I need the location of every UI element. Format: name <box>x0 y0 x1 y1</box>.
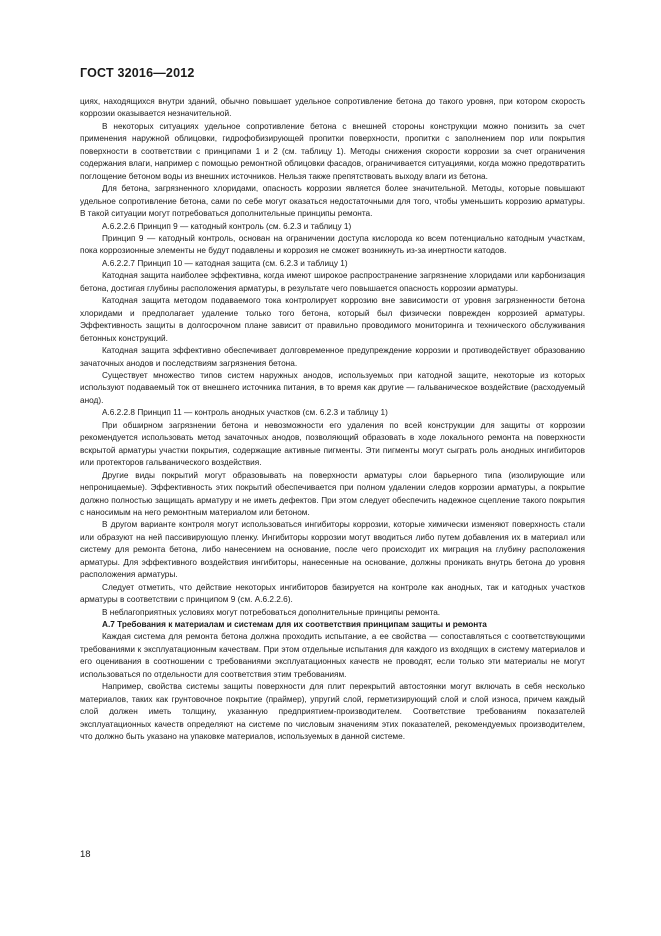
paragraph: Катодная защита методом подаваемого тока контролирует коррозию вне зависимости от уровня загрязненности бетона хлоридами и предполагает удаление только того бетона, который был физически поврежден коррозией арматуры. Эффективность защиты в долгосрочном плане зависит от правильно проводимого мониторинга и технического обслуживания бетонных конструкций. <box>80 296 585 343</box>
paragraph: Катодная защита эффективно обеспечивает долговременное предупреждение коррозии и противодействует образованию зачаточных анодов и последствиям загрязнения бетона. <box>80 346 585 368</box>
section-heading: А.7 Требования к материалам и системам для их соответствия принципам защиты и ремонта <box>102 620 487 630</box>
paragraph-continuation: циях, находящихся внутри зданий, обычно повышает удельное сопротивление бетона до такого уровня, при котором скорость коррозии оказывается незначительной. <box>80 97 585 119</box>
paragraph: Принцип 9 — катодный контроль, основан на ограничении доступа кислорода ко всем потенциально катодным участкам, пока коррозионные элементы не будут подавлены и коррозия не сможет возникнуть из-за инертности катодов. <box>80 233 585 256</box>
document-body <box>80 96 585 744</box>
paragraph: Катодная защита наиболее эффективна, когда имеют широкое распространение загрязнение хлоридами или карбонизация бетона, достигая глубины расположения арматуры, в результате чего повышается опасность коррозии арматуры. <box>80 271 585 293</box>
document-header: ГОСТ 32016—2012 <box>80 66 195 80</box>
paragraph: Следует отметить, что действие некоторых ингибиторов базируется на контроле как анодных, так и катодных участков арматуры в соответствии с принципом 9 (см. А.6.2.2.6). <box>80 582 585 605</box>
paragraph: В другом варианте контроля могут использоваться ингибиторы коррозии, которые химически изменяют поверхность стали или образуют на ней пассивирующую пленку. Ингибиторы коррозии могут вводиться либо путем добавления их в материал или систему для ремонта бетона, либо нанесением на основание, после чего происходит их миграция на глубину расположения арматуры. Для эффективного воздействия ингибиторы, нанесенные на основание, должны проникать внутрь бетона до уровня расположения арматуры. <box>80 520 585 580</box>
paragraph: В неблагоприятных условиях могут потребоваться дополнительные принципы ремонта. <box>102 607 441 617</box>
paragraph: Другие виды покрытий могут образовывать на поверхности арматуры слои барьерного типа (изолирующие или непроницаемые). Эффективность этих покрытий обеспечивается при полном удалении следов коррозии арматуры, а покрытие должно полностью защищать арматуру и не иметь дефектов. При этом следует обеспечить надежное сцепление такого покрытия с наносимым на него ремонтным материалом или бетоном. <box>80 470 585 517</box>
page-number: 18 <box>80 849 91 860</box>
paragraph: Существует множество типов систем наружных анодов, используемых при катодной защите, некоторые из которых используют подаваемый ток от внешнего источника питания, в то время как другие — гальваническое воздействие (расходуемый анод). <box>80 370 585 405</box>
subsection-heading: А.6.2.2.8 Принцип 11 — контроль анодных участков (см. 6.2.3 и таблицу 1) <box>102 408 388 418</box>
paragraph: В некоторых ситуациях удельное сопротивление бетона с внешней стороны конструкции можно понизить за счет применения наружной облицовки, гидрофобизирующей пропитки поверхности, пропитки с заполнением пор или покрытия поверхности в соответствии с принципами 1 и 2 (см. таблицу 1). Методы снижения скорости коррозии за счет ограничения содержания влаги, например с помощью ремонтной облицовки фасадов, ограничивается ситуациями, когда можно предотвратить поглощение бетоном воды из внешних источников. Нельзя также препятствовать выходу влаги из бетона. <box>80 121 585 181</box>
paragraph: Для бетона, загрязненного хлоридами, опасность коррозии является более значительной. Методы, которые повышают удельное сопротивление бетона, сами по себе могут оказаться недостаточными для того, чтобы уменьшить коррозию арматуры. В такой ситуации могут потребоваться дополнительные принципы ремонта. <box>80 184 585 219</box>
paragraph: Например, свойства системы защиты поверхности для плит перекрытий автостоянки могут включать в себя несколько материалов, таких как грунтовочное покрытие (праймер), упругий слой, герметизирующий слой и слой износа, причем каждый слой должен иметь толщину, указанную предприятием-производителем. Соответствие требованиям показателей эксплуатационных качеств определяют на системе по числовым значениям этих показателей, рекомендуемых производителем, что должно быть указано на упаковке материалов, используемых в данной системе. <box>80 682 585 742</box>
subsection-heading: А.6.2.2.7 Принцип 10 — катодная защита (см. 6.2.3 и таблицу 1) <box>102 258 348 268</box>
paragraph: При обширном загрязнении бетона и невозможности его удаления по всей конструкции для защиты от коррозии рекомендуется использовать метод зачаточных анодов, позволяющий образовать в ходе локального ремонта на поверхности вскрытой арматуры участки покрытия, содержащие активные пигменты. Эти пигменты могут сыграть роль анодных ингибиторов или протекторов гальванического воздействия. <box>80 420 585 468</box>
subsection-heading: А.6.2.2.6 Принцип 9 — катодный контроль (см. 6.2.3 и таблицу 1) <box>102 221 352 231</box>
paragraph: Каждая система для ремонта бетона должна проходить испытание, а ее свойства — сопоставляться с соответствующими требованиями к эксплуатационным качествам. При этом отдельные испытания для каждого из входящих в систему материалов и его оценивания в соотношении с требованиями эксплуатационных качеств не проводят, если только эти материалы не могут использоваться по отдельности для соответствия этим требованиям. <box>80 632 585 679</box>
